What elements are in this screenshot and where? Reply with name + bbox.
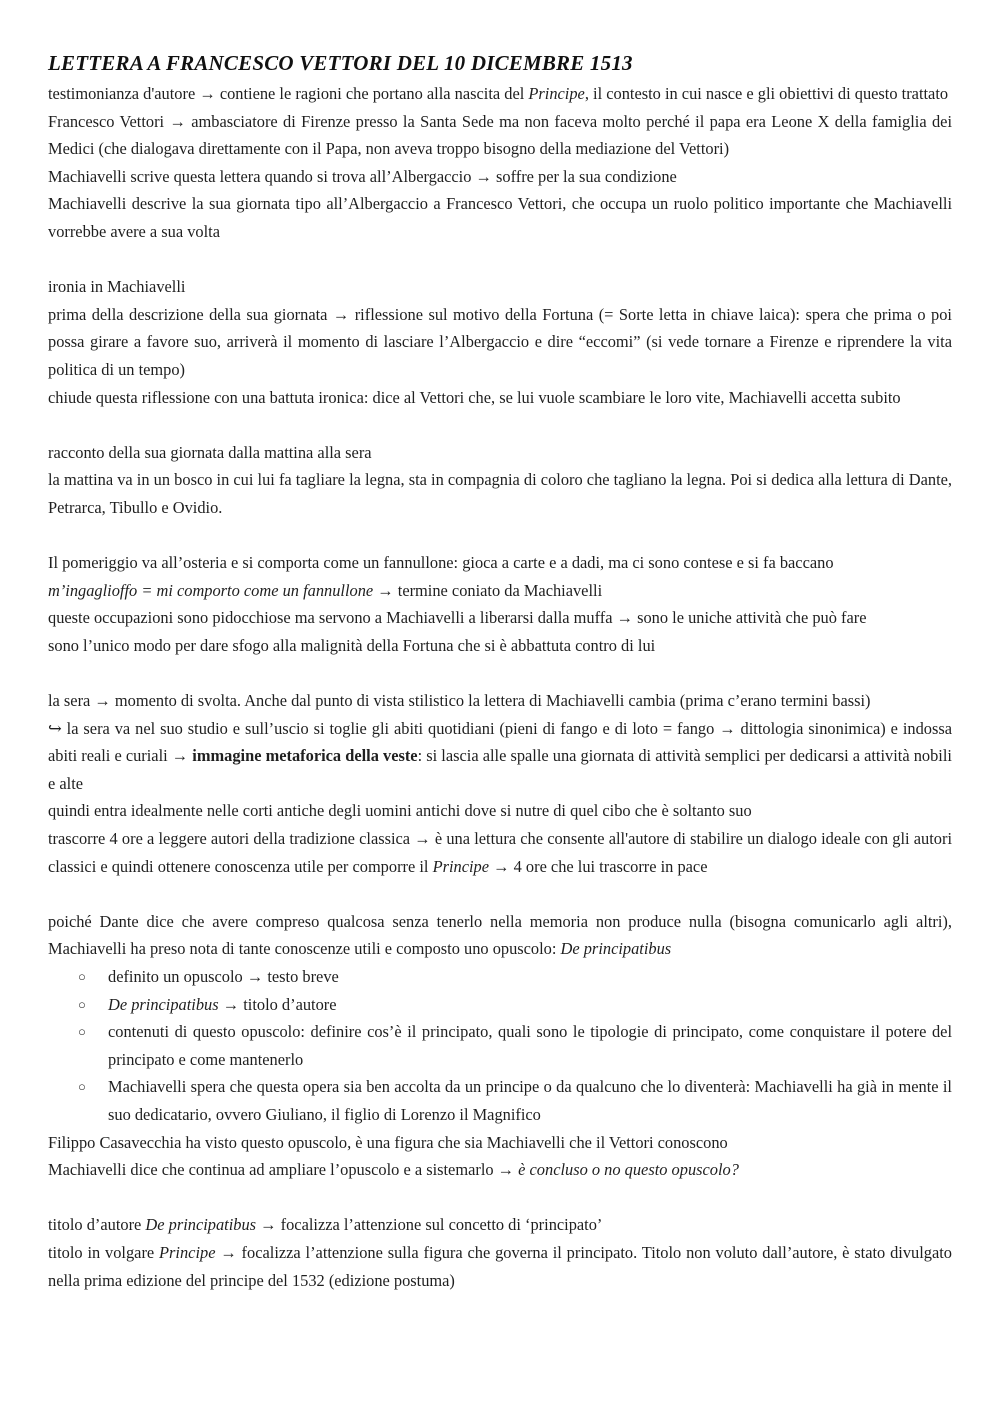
text: → focalizza l’attenzione sul concetto di ‘principato’	[256, 1215, 603, 1235]
paragraph-titolo-volgare	[48, 1239, 952, 1294]
italic-text: Principe	[159, 1242, 216, 1262]
paragraph-sfogo: sono l’unico modo per dare sfogo alla malignità della Fortuna che si è abbattuta contro di lui	[48, 635, 656, 655]
text: titolo in volgare	[48, 1242, 160, 1262]
text: → focalizza l’attenzione sulla figura che governa il principato. Titolo non voluto dall’autore, è stato divulgato nella prima edizione del principe del 1532 (edizione postuma)	[48, 1242, 952, 1290]
text: : si lascia alle spalle una giornata di attività semplici per dedicarsi a attività nobili e alte	[48, 746, 952, 793]
paragraph-quattro-ore	[48, 825, 952, 880]
spacer	[48, 411, 952, 439]
italic-text: De principatibus	[145, 1215, 257, 1235]
text: ↪ la sera va nel suo studio e sull’uscio si toglie gli abiti quotidiani (pieni di fango e di loto = fango → dittologia sinonimica) e indossa abiti reali e curiali →	[48, 718, 952, 766]
text: poiché Dante dice che avere compreso qualcosa senza tenerlo nella memoria non produce nulla (bisogna comunicarlo agli altri), Machiavelli ha preso nota di tante conoscenze utili e composto uno opuscolo:	[48, 911, 952, 959]
spacer	[48, 246, 952, 274]
spacer	[48, 522, 952, 550]
text: → 4 ore che lui trascorre in pace	[489, 856, 708, 876]
text: → termine coniato da Machiavelli	[373, 580, 603, 600]
italic-text: De principatibus	[108, 994, 219, 1014]
paragraph-albergaccio: Machiavelli scrive questa lettera quando si trova all’Albergaccio → soffre per la sua condizione	[48, 166, 677, 186]
list-item	[48, 991, 952, 1019]
list-item	[48, 963, 952, 991]
paragraph-testimonianza	[48, 80, 952, 108]
list-item-text: definito un opuscolo → testo breve	[108, 967, 339, 986]
spacer	[48, 880, 952, 908]
paragraph-titolo-autore	[48, 1211, 952, 1239]
list-item-text	[108, 991, 952, 1019]
list-item	[48, 1018, 952, 1073]
text: titolo d’autore	[48, 1215, 146, 1235]
list-item-text: contenuti di questo opuscolo: definire cos’è il principato, quali sono le tipologie di principato, come conquistare il potere del principato e come mantenerlo	[108, 1022, 952, 1069]
bold-text: immagine metaforica della veste	[192, 746, 418, 766]
document-title: LETTERA A FRANCESCO VETTORI DEL 10 DICEMBRE 1513	[48, 51, 633, 75]
paragraph-corti-antiche: quindi entra idealmente nelle corti antiche degli uomini antichi dove si nutre di quel cibo che è soltanto suo	[48, 801, 752, 821]
italic-text: De principatibus	[560, 939, 672, 959]
spacer	[48, 659, 952, 687]
circle-bullet-icon: ○	[78, 969, 86, 984]
paragraph-casavecchia: Filippo Casavecchia ha visto questo opuscolo, è una figura che sia Machiavelli che il Vettori conoscono	[48, 1132, 728, 1152]
document-page	[48, 50, 952, 1294]
paragraph-giornata-tipo: Machiavelli descrive la sua giornata tipo all’Albergaccio a Francesco Vettori, che occupa un ruolo politico importante che Machiavelli vorrebbe avere a sua volta	[48, 194, 952, 241]
text: Machiavelli dice che continua ad ampliare l’opuscolo e a sistemarlo →	[48, 1160, 519, 1180]
italic-text: m’ingaglioffo = mi comporto come un fannullone	[48, 580, 374, 600]
text: testimonianza d'autore → contiene le ragioni che portano alla nascita del	[48, 84, 529, 103]
italic-text: Principe	[432, 856, 490, 876]
circle-bullet-icon: ○	[78, 996, 86, 1012]
circle-bullet-icon: ○	[78, 1079, 86, 1095]
paragraph-pomeriggio: Il pomeriggio va all’osteria e si comporta come un fannullone: gioca a carte e a dadi, ma ci sono contese e si fa baccano	[48, 553, 834, 573]
text: , il contesto in cui nasce e gli obiettivi di questo trattato	[584, 84, 949, 103]
paragraph-fortuna: prima della descrizione della sua giornata → riflessione sul motivo della Fortuna (= Sorte letta in chiave laica): spera che prima o poi possa girare a favore suo, arriverà il momento di lasciare l’Albergaccio e dire “eccomi” (si vede tornare a Firenze e riprendere la vita politica di un tempo)	[48, 304, 952, 379]
italic-text: è concluso o no questo opuscolo?	[518, 1160, 739, 1180]
paragraph-occupazioni: queste occupazioni sono pidocchiose ma servono a Machiavelli a liberarsi dalla muffa → sono le uniche attività che può fare	[48, 608, 867, 628]
text: → titolo d’autore	[218, 994, 337, 1014]
paragraph-veste	[48, 715, 952, 798]
list-item	[48, 1073, 952, 1128]
spacer	[48, 1184, 952, 1212]
paragraph-ingaglioffo	[48, 577, 952, 605]
text: trascorre 4 ore a leggere autori della tradizione classica → è una lettura che consente all'autore di stabilire un dialogo ideale con gli autori classici e quindi ottenere conoscenza utile per comporre il	[48, 829, 952, 876]
paragraph-ampliare	[48, 1156, 952, 1184]
paragraph-sera: la sera → momento di svolta. Anche dal punto di vista stilistico la lettera di Machiavelli cambia (prima c’erano termini bassi)	[48, 691, 871, 711]
list-item-text: Machiavelli spera che questa opera sia ben accolta da un principe o da qualcuno che lo diventerà: Machiavelli ha già in mente il suo dedicatario, ovvero Giuliano, il figlio di Lorenzo il Magnifico	[108, 1077, 952, 1124]
circle-bullet-icon: ○	[78, 1024, 86, 1040]
paragraph-dante	[48, 908, 952, 963]
section-heading-ironia: ironia in Machiavelli	[48, 277, 186, 297]
section-heading-racconto: racconto della sua giornata dalla mattina alla sera	[48, 442, 372, 462]
italic-text: Principe	[528, 84, 585, 103]
paragraph-battuta: chiude questa riflessione con una battuta ironica: dice al Vettori che, se lui vuole scambiare le loro vite, Machiavelli accetta subito	[48, 387, 901, 407]
paragraph-mattina: la mattina va in un bosco in cui lui fa tagliare la legna, sta in compagnia di coloro che tagliano la legna. Poi si dedica alla lettura di Dante, Petrarca, Tibullo e Ovidio.	[48, 470, 952, 517]
paragraph-vettori: Francesco Vettori → ambasciatore di Firenze presso la Santa Sede ma non faceva molto perché il papa era Leone X della famiglia dei Medici (che dialogava direttamente con il Papa, non aveva troppo bisogno della mediazione del Vettori)	[48, 111, 952, 159]
